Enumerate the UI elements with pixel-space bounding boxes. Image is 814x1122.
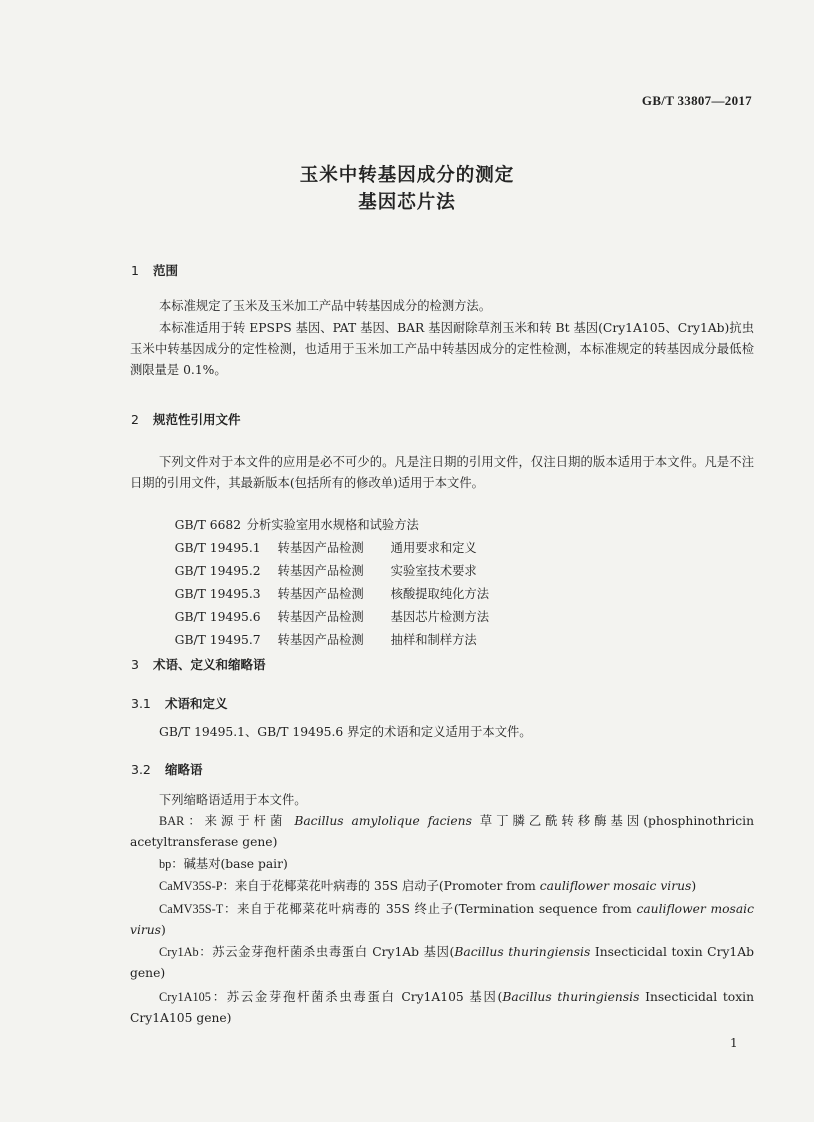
title-line-1: 玉米中转基因成分的测定 — [299, 165, 515, 186]
section-title: 缩略语 — [165, 762, 203, 777]
reference-code: GB/T 19495.2 — [174, 564, 261, 578]
reference-title: 分析实验室用水规格和试验方法 — [246, 518, 419, 532]
section-2-heading — [131, 410, 241, 428]
abbreviation-item — [130, 987, 754, 1029]
section-number: 3 — [131, 657, 139, 672]
abbreviation-desc: ：苏云金芽孢杆菌杀虫毒蛋白 Cry1Ab 基因( — [198, 945, 455, 959]
abbreviation-desc: ：来自于花椰菜花叶病毒的 35S 终止子(Termination sequence from — [223, 902, 637, 916]
section-3-heading — [131, 655, 266, 673]
section-title: 范围 — [153, 263, 179, 278]
section-number: 2 — [131, 412, 139, 427]
section-title: 规范性引用文件 — [153, 412, 241, 427]
abbreviation-term: CaMV35S-T — [159, 902, 224, 916]
abbreviation-desc-end: ) — [161, 923, 166, 937]
abbreviation-desc-end: ) — [691, 879, 697, 893]
abbreviation-desc: ：来自于花椰菜花叶病毒的 35S 启动子(Promoter from — [222, 879, 540, 893]
abbreviation-species: Bacillus thuringiensis — [502, 990, 640, 1004]
section-title: 术语、定义和缩略语 — [153, 657, 266, 672]
abbreviation-item — [130, 876, 754, 897]
page-number: 1 — [730, 1036, 738, 1050]
abbreviation-desc: ：来源于杆菌 — [184, 814, 295, 828]
section-3-1-heading — [131, 694, 228, 712]
abbreviation-desc: ：碱基对(base pair) — [171, 857, 288, 871]
reference-code: GB/T 19495.1 — [174, 541, 261, 555]
section-number: 1 — [131, 263, 139, 278]
abbreviation-species: cauliflower mosaic virus — [539, 879, 692, 893]
section-3-2-heading — [131, 760, 203, 778]
section-title: 术语和定义 — [165, 696, 228, 711]
abbreviation-item — [130, 942, 754, 984]
abbreviation-term: CaMV35S-P — [159, 879, 223, 893]
reference-category: 转基因产品检测 — [277, 633, 364, 647]
section-3-2-intro: 下列缩略语适用于本文件。 — [159, 793, 307, 807]
abbreviation-item — [130, 854, 754, 875]
section-3-1-paragraph: GB/T 19495.1、GB/T 19495.6 界定的术语和定义适用于本文件。 — [159, 725, 532, 739]
section-1-heading — [131, 261, 178, 279]
abbreviation-term: BAR — [159, 814, 185, 828]
standard-code: GB/T 33807—2017 — [641, 93, 752, 108]
abbreviation-desc-end: Insecticidal toxin Cry1A105 gene) — [130, 990, 754, 1025]
reference-code: GB/T 6682 — [174, 518, 242, 532]
abbreviation-term: Cry1Ab — [159, 945, 199, 959]
abbreviation-species: cauliflower mosaic virus — [130, 902, 754, 937]
abbreviation-desc: ：苏云金芽孢杆菌杀虫毒蛋白 Cry1A105 基因( — [210, 990, 503, 1004]
reference-title: 核酸提取纯化方法 — [390, 587, 490, 601]
section-2-paragraph-1: 下列文件对于本文件的应用是必不可少的。凡是注日期的引用文件，仅注日期的版本适用于本文件。凡是不注日期的引用文件，其最新版本(包括所有的修改单)适用于本文件。 — [130, 455, 754, 490]
abbreviation-species: Bacillus thuringiensis — [454, 945, 591, 959]
title-line-2: 基因芯片法 — [358, 192, 456, 213]
abbreviation-item — [130, 899, 754, 941]
reference-title: 实验室技术要求 — [390, 564, 477, 578]
reference-title: 基因芯片检测方法 — [390, 610, 490, 624]
reference-category: 转基因产品检测 — [277, 564, 364, 578]
abbreviation-desc-end: 草丁膦乙酰转移酶基因(phosphinothricin acetyltransferase gene) — [130, 814, 754, 849]
section-number: 3.1 — [131, 696, 151, 711]
reference-category: 转基因产品检测 — [277, 610, 364, 624]
section-number: 3.2 — [131, 762, 151, 777]
reference-code: GB/T 19495.7 — [174, 633, 261, 647]
section-1-paragraph-1: 本标准规定了玉米及玉米加工产品中转基因成分的检测方法。 — [159, 299, 492, 313]
abbreviation-term: Cry1A105 — [159, 990, 211, 1004]
reference-title: 抽样和制样方法 — [390, 633, 477, 647]
section-1-paragraph-2: 本标准适用于转 EPSPS 基因、PAT 基因、BAR 基因耐除草剂玉米和转 Bt 基因(Cry1A105、Cry1Ab)抗虫玉米中转基因成分的定性检测，也适用于玉米加工产品中转基因成分的定性检测，本标准规定的转基因成分最低检测限量是 0.1%。 — [130, 321, 754, 377]
reference-title: 通用要求和定义 — [390, 541, 477, 555]
reference-category: 转基因产品检测 — [277, 587, 364, 601]
abbreviation-species: Bacillus amylolique faciens — [294, 814, 472, 828]
reference-category: 转基因产品检测 — [277, 541, 364, 555]
reference-code: GB/T 19495.3 — [174, 587, 261, 601]
abbreviation-term: bp — [159, 857, 172, 871]
reference-code: GB/T 19495.6 — [174, 610, 261, 624]
abbreviation-item — [130, 811, 754, 853]
abbreviation-desc-end: Insecticidal toxin Cry1Ab gene) — [130, 945, 754, 980]
